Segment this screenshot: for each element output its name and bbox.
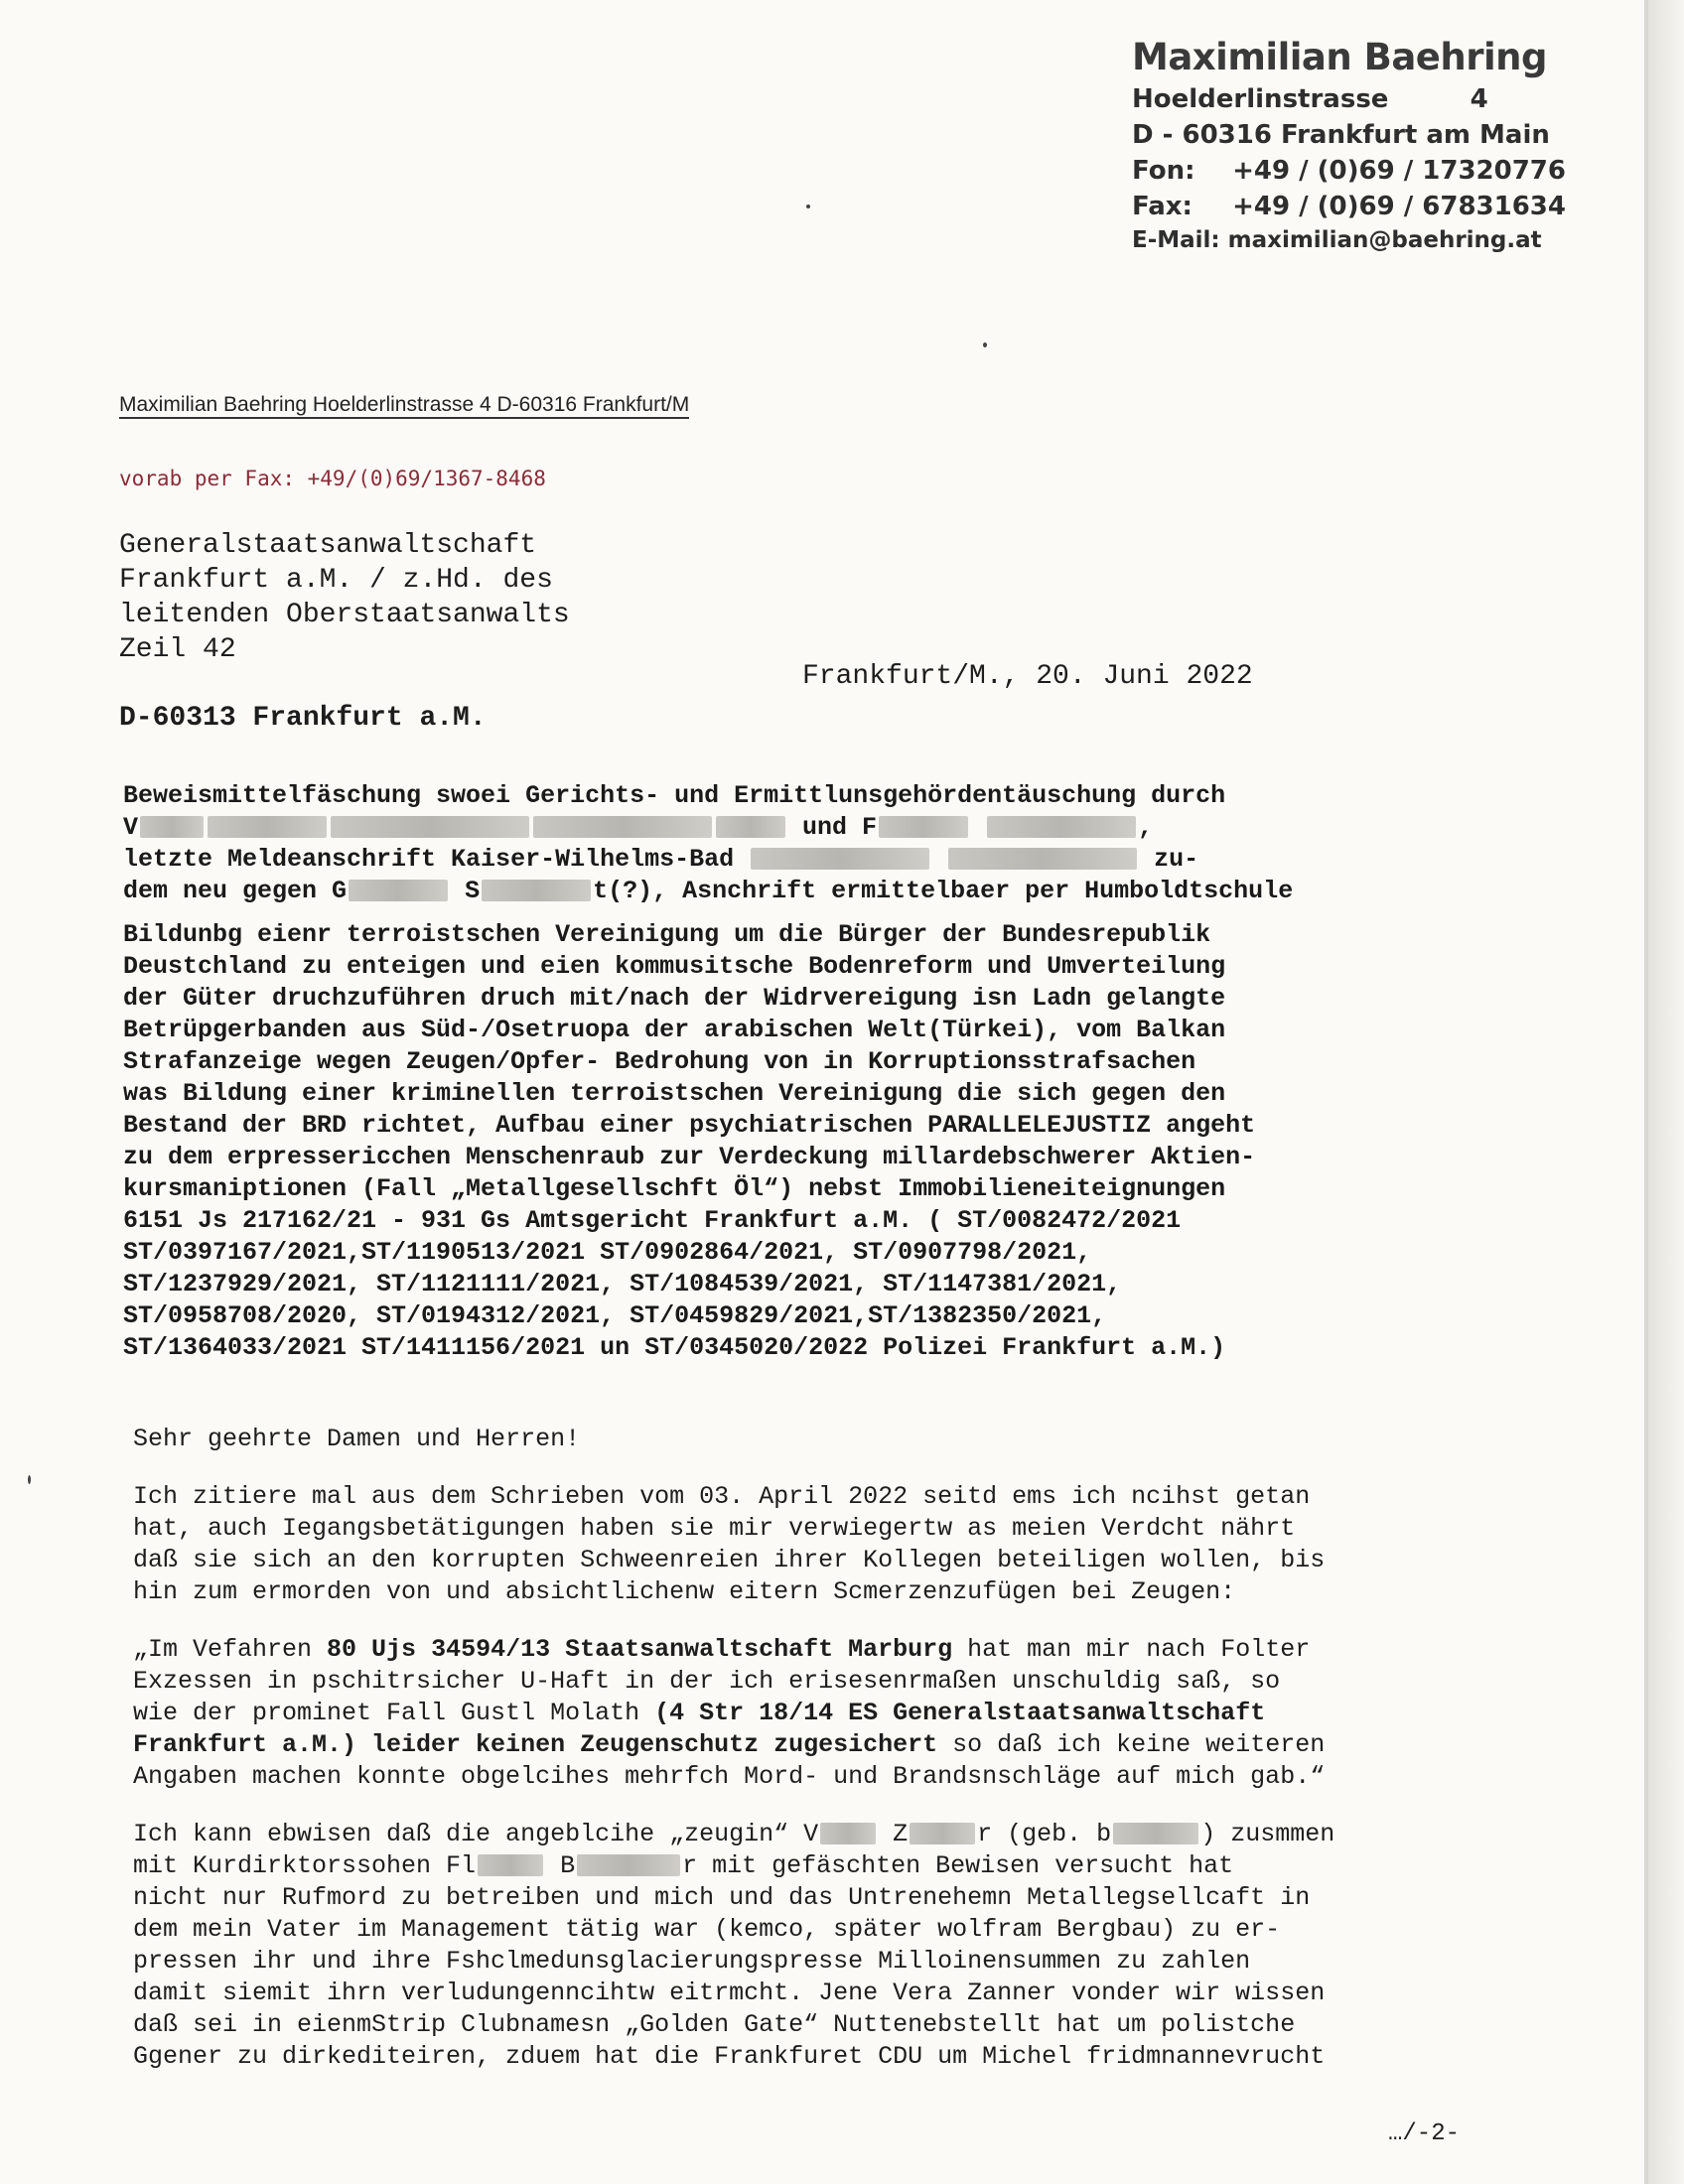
quote-text: so daß ich keine weiteren: [937, 1730, 1326, 1759]
redaction: [577, 1854, 680, 1876]
subject-paragraph-2: [123, 919, 1464, 1364]
quote-paragraph: [133, 1634, 1464, 1793]
redaction: [987, 816, 1136, 838]
body-text: Z: [893, 1820, 909, 1848]
body-line: [133, 1634, 1464, 1666]
subject-line: Beweismittelfäschung swoei Gerichts- und Ermittlunsgehördentäuschung durch: [123, 781, 1226, 810]
recipient-line-4: Zeil 42: [119, 634, 236, 665]
subject-line: Bildunbg eienr terroistschen Vereinigung um die Bürger der Bundesrepublik: [123, 920, 1211, 949]
body-text: Ich kann ebwisen daß die angeblcihe „zeugin“ V: [133, 1820, 819, 1848]
body-line: [133, 1698, 1464, 1729]
letterhead-phone-line: [1132, 156, 1589, 186]
letterhead-phone: +49 / (0)69 / 17320776: [1232, 156, 1566, 186]
recipient-line-3: leitenden Oberstaatsanwalts: [119, 600, 570, 630]
letterhead: [1132, 36, 1589, 253]
scan-edge: [1648, 0, 1684, 2184]
body-line: [133, 1729, 1464, 1761]
redaction: [349, 880, 448, 901]
recipient-city: D-60313 Frankfurt a.M.: [119, 703, 487, 734]
letterhead-street-line: [1132, 84, 1589, 114]
subject-text: t(?), Asnchrift ermittelbaer per Humboldtschule: [593, 877, 1294, 905]
redaction: [879, 816, 968, 838]
salutation: [133, 1424, 1464, 1455]
redaction: [208, 816, 327, 838]
letterhead-house-number: 4: [1470, 84, 1488, 114]
body-text: mit Kurdirktorssohen Fl: [133, 1851, 477, 1880]
subject-text: V: [123, 813, 139, 842]
sender-line: Maximilian Baehring Hoelderlinstrasse 4 D-60316 Frankfurt/M: [119, 393, 689, 419]
letterhead-phone-label: Fon:: [1132, 156, 1195, 186]
body-line: Ich zitiere mal aus dem Schrieben vom 03. April 2022 seitd ems ich ncihst getan: [133, 1482, 1311, 1511]
subject-line: 6151 Js 217162/21 - 931 Gs Amtsgericht Frankfurt a.M. ( ST/0082472/2021: [123, 1206, 1182, 1235]
quote-text: wie der prominet Fall Gustl Molath: [133, 1699, 655, 1727]
redaction: [331, 816, 529, 838]
subject-line: was Bildung einer kriminellen terroistschen Vereinigung die sich gegen den: [123, 1079, 1226, 1108]
letterhead-fax-line: [1132, 192, 1589, 221]
quote-text: „Im Vefahren: [133, 1635, 328, 1664]
body-line: nicht nur Rufmord zu betreiben und mich und das Untrenehemn Metallegsellcaft in: [133, 1883, 1311, 1912]
body-line: Exzessen in pschitrsicher U-Haft in der ich erisesenrmaßen unschuldig saß, so: [133, 1667, 1281, 1696]
salutation-text: Sehr geehrte Damen und Herren!: [133, 1425, 581, 1453]
body-text: r (geb. b: [977, 1820, 1112, 1848]
scan-speck: [28, 1475, 31, 1484]
recipient-address: [119, 528, 570, 667]
subject-line: ST/0397167/2021,ST/1190513/2021 ST/0902864/2021, ST/0907798/2021,: [123, 1238, 1092, 1267]
body-line: pressen ihr und ihre Fshclmedunsglacierungspresse Milloinensummen zu zahlen: [133, 1947, 1251, 1976]
redaction: [140, 816, 204, 838]
body-line: Angaben machen konnte obgelcihes mehrfch Mord- und Brandsnschläge auf mich gab.“: [133, 1762, 1326, 1791]
redaction: [751, 848, 929, 870]
subject-block: [123, 780, 1464, 1376]
subject-text: S: [465, 877, 481, 905]
letter-date: Frankfurt/M., 20. Juni 2022: [802, 661, 1253, 692]
subject-line: ST/0958708/2020, ST/0194312/2021, ST/0459829/2021,ST/1382350/2021,: [123, 1301, 1107, 1330]
subject-line: V und F ,: [123, 813, 1154, 842]
fax-note: vorab per Fax: +49/(0)69/1367-8468: [119, 467, 546, 490]
redaction: [533, 816, 712, 838]
redaction: [910, 1823, 975, 1844]
body-line: daß sie sich an den korrupten Schweenreien ihrer Kollegen beteiligen wollen, bis: [133, 1546, 1326, 1574]
body-paragraph-3: [133, 1819, 1464, 2073]
letterhead-fax-label: Fax:: [1132, 192, 1193, 221]
subject-line: ST/1364033/2021 ST/1411156/2021 un ST/0345020/2022 Polizei Frankfurt a.M.): [123, 1333, 1226, 1362]
subject-text: zu-: [1154, 845, 1199, 874]
letterhead-email: E-Mail: maximilian@baehring.at: [1132, 227, 1542, 253]
subject-line: ST/1237929/2021, ST/1121111/2021, ST/1084539/2021, ST/1147381/2021,: [123, 1270, 1122, 1298]
subject-line: [123, 876, 1464, 907]
subject-line: zu dem erpressericchen Menschenraub zur Verdeckung millardebschwerer Aktien-: [123, 1143, 1256, 1171]
letterhead-city: D - 60316 Frankfurt am Main: [1132, 120, 1550, 150]
scan-speck: [806, 205, 810, 208]
scan-speck: [983, 342, 987, 347]
redaction: [478, 1854, 543, 1876]
body-paragraph-1: [133, 1481, 1464, 1608]
subject-line: Betrüpgerbanden aus Süd-/Osetruopa der arabischen Welt(Türkei), vom Balkan: [123, 1016, 1226, 1044]
subject-line: Bestand der BRD richtet, Aufbau einer psychiatrischen PARALLELEJUSTIZ angeht: [123, 1111, 1256, 1140]
subject-line: [123, 844, 1464, 876]
letter-body: [133, 1424, 1464, 2099]
body-line: [133, 1819, 1464, 1850]
letterhead-name: Maximilian Baehring: [1132, 36, 1547, 78]
letterhead-fax: +49 / (0)69 / 67831634: [1232, 192, 1566, 221]
quote-text: hat man mir nach Folter: [952, 1635, 1311, 1664]
redaction: [1113, 1823, 1198, 1844]
body-line: [133, 1850, 1464, 1882]
recipient-line-1: Generalstaatsanwaltschaft: [119, 530, 537, 561]
quote-reference: 80 Ujs 34594/13 Staatsanwaltschaft Marburg: [327, 1635, 953, 1664]
body-text: r mit gefäschten Bewisen versucht hat: [682, 1851, 1234, 1880]
body-line: Ggener zu dirkediteiren, zduem hat die Frankfuret CDU um Michel fridmnannevrucht: [133, 2042, 1326, 2071]
body-line: hin zum ermorden von und absichtlichenw eitern Scmerzenzufügen bei Zeugen:: [133, 1577, 1236, 1606]
quote-reference: Frankfurt a.M.) leider keinen Zeugenschutz zugesichert: [133, 1730, 938, 1759]
body-line: hat, auch Iegangsbetätigungen haben sie mir verwiegertw as meien Verdcht nährt: [133, 1514, 1296, 1543]
body-line: daß sei in eienmStrip Clubnamesn „Golden Gate“ Nuttenebstellt hat um polistche: [133, 2010, 1296, 2039]
redaction: [820, 1823, 876, 1844]
subject-line: Deustchland zu enteigen und eien kommusitsche Bodenreform und Umverteilung: [123, 952, 1226, 981]
subject-text: dem neu gegen G: [123, 877, 348, 905]
subject-line: kursmaniptionen (Fall „Metallgesellschft Öl“) nebst Immobilieneiteignungen: [123, 1174, 1226, 1203]
redaction: [948, 848, 1137, 870]
subject-line: Strafanzeige wegen Zeugen/Opfer- Bedrohung von in Korruptionsstrafsachen: [123, 1047, 1196, 1076]
page-continuation: …/-2-: [1388, 2120, 1461, 2147]
body-text: ) zusmmen: [1200, 1820, 1335, 1848]
quote-reference: (4 Str 18/14 ES Generalstaatsanwaltschaft: [654, 1699, 1266, 1727]
subject-paragraph-1: [123, 780, 1464, 907]
redaction: [716, 816, 785, 838]
subject-text: letzte Meldeanschrift Kaiser-Wilhelms-Bad: [123, 845, 735, 874]
letterhead-street: Hoelderlinstrasse: [1132, 84, 1389, 114]
body-line: damit siemit ihrn verludungenncihtw eitrmcht. Jene Vera Zanner vonder wir wissen: [133, 1979, 1326, 2007]
body-text: B: [560, 1851, 576, 1880]
recipient-line-2: Frankfurt a.M. / z.Hd. des: [119, 565, 553, 596]
body-line: dem mein Vater im Management tätig war (kemco, später wolfram Bergbau) zu er-: [133, 1915, 1281, 1944]
subject-line: der Güter druchzuführen druch mit/nach der Widrvereigung isn Ladn gelangte: [123, 984, 1226, 1013]
redaction: [482, 880, 591, 901]
subject-text: und F: [802, 813, 878, 842]
